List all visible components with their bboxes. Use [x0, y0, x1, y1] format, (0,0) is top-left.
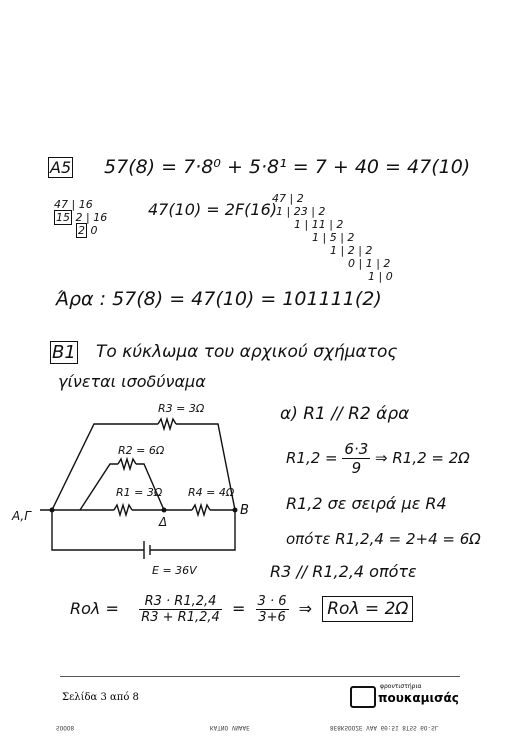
- node-b-label: B: [240, 503, 249, 518]
- brand-logo: φροντιστήρια πουκαμισάς: [350, 683, 462, 709]
- req-formula: Rολ = $\frac{R3 \cdot R1,2,4}{R3 + R1,2,4}$ = $\frac{3 \cdot 6}{3+6}$ ⇒ Rολ = 2Ω: [70, 594, 413, 625]
- div2-row: 1 | 2 | 2: [330, 244, 373, 257]
- a5-equation: 57(8) = 7·8⁰ + 5·8¹ = 7 + 40 = 47(10): [104, 156, 471, 178]
- node-b: [233, 508, 238, 513]
- a5-label: A5: [50, 158, 72, 177]
- b1-step2: R1,2 = $\frac{6\cdot 3}{9}$ ⇒ R1,2 = 2Ω: [286, 440, 470, 477]
- r4-label: R4 = 4Ω: [188, 486, 235, 499]
- r2-label: R2 = 6Ω: [118, 444, 165, 457]
- scan-stamp-mid: KATNO VNAAE: [210, 724, 250, 731]
- b1-step4: οπότε R1,2,4 = 2+4 = 6Ω: [286, 530, 481, 548]
- div2-row: 1 | 0: [368, 270, 393, 283]
- node-a-label: A,Γ: [12, 509, 31, 523]
- div2-row: 47 | 2: [272, 192, 304, 205]
- scan-stamp-left: SOOO8: [56, 724, 75, 731]
- r3-label: R3 = 3Ω: [158, 402, 205, 415]
- b1-step1: α) R1 // R2 άρα: [280, 404, 410, 424]
- battery-label: E = 36V: [152, 564, 197, 577]
- div2-row: 0 | 1 | 2: [348, 257, 391, 270]
- b1-label: B1: [52, 342, 76, 363]
- resistor-r3: [158, 419, 176, 429]
- wire: [52, 510, 144, 550]
- div2-row: 1 | 5 | 2: [312, 231, 355, 244]
- circuit-diagram: [12, 398, 260, 588]
- resistor-r4: [192, 505, 210, 515]
- hex-result: 47(10) = 2F(16): [148, 200, 278, 219]
- r1-label: R1 = 3Ω: [116, 486, 163, 499]
- node-a: [50, 508, 55, 513]
- logo-icon: [350, 686, 376, 708]
- wire: [80, 464, 118, 510]
- node-d-label: Δ: [159, 515, 168, 529]
- div2-row: 1 | 23 | 2: [276, 205, 326, 218]
- div2-row: 1 | 11 | 2: [294, 218, 344, 231]
- b1-line2: γίνεται ισοδύναμα: [58, 372, 206, 391]
- node-d: [162, 508, 167, 513]
- resistor-r2: [118, 459, 136, 469]
- b1-line1: Το κύκλωμα του αρχικού σχήματος: [96, 342, 398, 362]
- resistor-r1: [114, 505, 132, 515]
- b1-step3: R1,2 σε σειρά με R4: [286, 494, 447, 513]
- a5-conclusion: Άρα : 57(8) = 47(10) = 101111(2): [56, 288, 382, 310]
- scan-stamp-right: 8E8KSOOZE VAA 60:51 8TSS 6O-SL: [330, 724, 439, 731]
- footer-divider: [60, 676, 460, 677]
- div16-table: 47 | 16 15 2 | 16 2 0: [54, 198, 108, 237]
- req-result: Rολ = 2Ω: [322, 596, 413, 622]
- b1-step5: R3 // R1,2,4 οπότε: [270, 562, 417, 581]
- page-number: Σελίδα 3 από 8: [62, 692, 139, 703]
